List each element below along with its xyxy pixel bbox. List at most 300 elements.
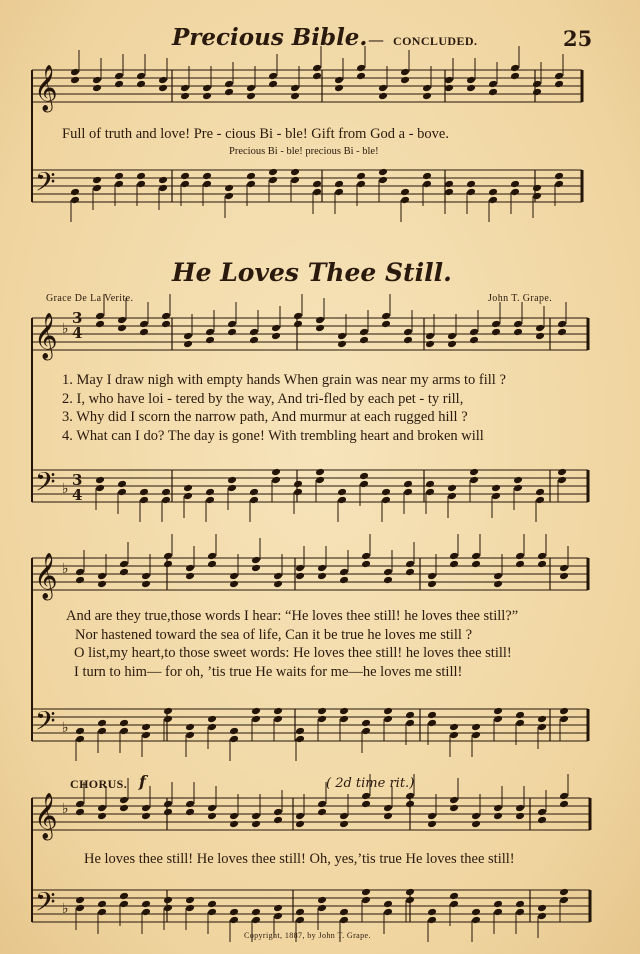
note-head [229,727,239,736]
note-head [180,180,190,189]
note-head [471,916,481,925]
note-head [271,324,281,333]
note-head [229,735,239,744]
song-title-he-loves-thee-still: He Loves Thee Still. [172,258,452,287]
note-head [315,468,325,477]
note-head [290,168,300,177]
note-head [559,792,569,801]
note-head [229,820,239,829]
note-head [180,172,190,181]
note-head [447,332,457,341]
note-head [227,484,237,493]
note-head [513,484,523,493]
note-head [75,800,85,809]
note-head [493,715,503,724]
note-head [317,715,327,724]
note-head [383,568,393,577]
note-head [163,808,173,817]
note-head [515,804,525,813]
note-head [537,816,547,825]
note-head [158,184,168,193]
note-head [535,332,545,341]
note-head [185,723,195,732]
time-signature-bass [72,473,82,503]
note-head [449,900,459,909]
note-head [427,711,437,720]
note-head [139,328,149,337]
note-head [312,72,322,81]
note-head [449,796,459,805]
note-head [488,88,498,97]
note-head [405,719,415,728]
note-head [339,707,349,716]
note-head [202,172,212,181]
note-head [447,484,457,493]
note-head [469,328,479,337]
note-head [383,908,393,917]
note-head [361,727,371,736]
note-head [229,908,239,917]
note-head [359,472,369,481]
note-head [97,900,107,909]
bass-clef-icon: 𝄢 [35,886,56,924]
note-head [537,715,547,724]
note-head [469,336,479,345]
note-head [141,731,151,740]
note-head [449,552,459,561]
note-head [532,80,542,89]
note-head [356,72,366,81]
note-head [183,484,193,493]
note-head [537,912,547,921]
note-head [554,72,564,81]
note-head [163,896,173,905]
note-head [246,180,256,189]
note-head [449,723,459,732]
note-head [75,896,85,905]
note-head [488,196,498,205]
note-head [535,488,545,497]
flat-sign: ♭ [62,321,69,337]
note-head [246,84,256,93]
note-head [422,180,432,189]
note-head [425,340,435,349]
forte-marking: f [139,772,146,791]
note-head [185,572,195,581]
note-head [293,488,303,497]
copyright-notice: Copyright, 1887, by John T. Grape. [244,931,371,940]
note-head [493,804,503,813]
note-head [273,715,283,724]
note-head [359,336,369,345]
note-head [273,707,283,716]
note-head [114,180,124,189]
note-head [271,468,281,477]
note-head [163,800,173,809]
note-head [185,896,195,905]
note-head [249,336,259,345]
note-head [337,332,347,341]
note-head [447,340,457,349]
note-head [403,328,413,337]
note-head [183,492,193,501]
bass-clef-icon: 𝄢 [35,705,56,743]
note-head [337,496,347,505]
note-head [229,580,239,589]
note-head [251,908,261,917]
note-head [295,727,305,736]
note-head [427,572,437,581]
note-head [405,792,415,801]
note-head [422,92,432,101]
note-head [185,808,195,817]
note-head [205,328,215,337]
treble-clef-icon: 𝄞 [34,65,58,111]
note-head [339,916,349,925]
note-head [359,480,369,489]
note-head [117,480,127,489]
note-head [207,812,217,821]
note-head [515,812,525,821]
note-head [227,320,237,329]
note-head [295,916,305,925]
note-head [317,800,327,809]
note-head [161,312,171,321]
note-head [141,900,151,909]
note-head [227,476,237,485]
title-dash: — [368,30,384,49]
note-head [163,904,173,913]
note-head [268,176,278,185]
lyric-line: Full of truth and love! Pre - cious Bi - ble! Gift from God a - bove. [62,126,449,142]
note-head [273,904,283,913]
note-head [466,84,476,93]
note-head [251,564,261,573]
note-head [535,496,545,505]
time-sig-top: 3 [72,471,83,489]
note-head [513,476,523,485]
note-head [271,332,281,341]
page-number: 25 [563,26,593,51]
chorus-lyric: He loves thee still! He loves thee still! Oh, yes,’tis true He loves thee still! [84,851,515,867]
note-head [312,64,322,73]
note-head [224,88,234,97]
note-head [246,92,256,101]
note-head [290,84,300,93]
note-head [114,80,124,89]
note-head [251,916,261,925]
note-head [185,800,195,809]
note-head [515,908,525,917]
note-head [136,172,146,181]
note-head [493,572,503,581]
note-head [207,723,217,732]
song-title-precious-bible: Precious Bible. [172,24,368,51]
note-head [361,792,371,801]
note-head [295,812,305,821]
note-head [510,180,520,189]
note-head [339,820,349,829]
note-head [378,168,388,177]
note-head [427,812,437,821]
treble-clef-icon: 𝄞 [34,313,58,359]
note-head [447,492,457,501]
note-head [400,188,410,197]
note-head [554,80,564,89]
note-head [383,576,393,585]
note-head [70,196,80,205]
note-head [114,172,124,181]
note-head [469,476,479,485]
note-head [183,340,193,349]
note-head [427,719,437,728]
note-head [559,715,569,724]
note-head [317,572,327,581]
note-head [70,76,80,85]
note-head [180,84,190,93]
note-head [92,176,102,185]
note-head [334,180,344,189]
note-head [383,812,393,821]
note-head [361,560,371,569]
verse-line-1: And are they true,those words I hear: “He loves thee still! he loves thee still?” [66,608,519,624]
note-head [559,800,569,809]
flat-sign: ♭ [62,720,69,736]
note-head [273,580,283,589]
note-head [119,900,129,909]
note-head [557,468,567,477]
note-head [471,908,481,917]
note-head [273,912,283,921]
ritardando-marking: ( 2d time rit.) [326,776,415,791]
note-head [249,488,259,497]
note-head [207,715,217,724]
note-head [295,908,305,917]
note-head [246,172,256,181]
note-head [185,564,195,573]
note-head [207,804,217,813]
note-head [315,316,325,325]
note-head [537,723,547,732]
note-head [491,328,501,337]
note-head [339,908,349,917]
note-head [405,896,415,905]
note-head [295,572,305,581]
note-head [405,711,415,720]
note-head [491,492,501,501]
note-head [405,568,415,577]
note-head [119,727,129,736]
note-head [136,72,146,81]
note-head [515,552,525,561]
note-head [405,560,415,569]
note-head [471,820,481,829]
note-head [249,328,259,337]
note-head [251,812,261,821]
note-head [400,68,410,77]
treble-clef-icon: 𝄞 [34,793,58,839]
note-head [229,812,239,821]
note-head [537,552,547,561]
note-head [141,908,151,917]
note-head [70,68,80,77]
note-head [202,180,212,189]
note-head [359,328,369,337]
flat-sign: ♭ [62,901,69,917]
note-head [75,727,85,736]
note-head [449,560,459,569]
note-head [381,320,391,329]
note-head [163,707,173,716]
note-head [119,719,129,728]
note-head [315,476,325,485]
note-head [510,72,520,81]
note-head [427,580,437,589]
note-head [119,892,129,901]
note-head [295,735,305,744]
note-head [119,804,129,813]
note-head [339,812,349,821]
note-head [488,188,498,197]
note-head [537,560,547,569]
note-head [532,192,542,201]
note-head [559,896,569,905]
note-head [136,80,146,89]
note-head [97,580,107,589]
note-head [119,560,129,569]
note-head [97,908,107,917]
note-head [532,88,542,97]
concluded-label: CONCLUDED. [393,34,478,48]
note-head [75,568,85,577]
note-head [202,92,212,101]
note-head [513,320,523,329]
note-head [356,180,366,189]
note-head [295,564,305,573]
note-head [185,904,195,913]
note-head [139,488,149,497]
note-head [295,820,305,829]
note-head [251,556,261,565]
note-head [207,560,217,569]
note-head [312,180,322,189]
note-head [400,76,410,85]
note-head [290,176,300,185]
note-head [97,804,107,813]
note-head [537,808,547,817]
note-head [183,332,193,341]
bass-clef-icon: 𝄢 [35,466,56,504]
note-head [493,580,503,589]
note-head [249,496,259,505]
note-head [559,572,569,581]
note-head [403,488,413,497]
note-head [251,820,261,829]
note-head [227,328,237,337]
lyricist-credit: Grace De La Verite. [46,293,134,304]
verse-line-3: O list,my heart,to those sweet words: He loves thee still! he loves thee still! [74,645,512,661]
note-head [471,552,481,561]
note-head [70,188,80,197]
note-head [141,804,151,813]
note-head [466,76,476,85]
note-head [205,336,215,345]
note-head [422,172,432,181]
note-head [403,336,413,345]
note-head [224,192,234,201]
note-head [158,84,168,93]
note-head [97,719,107,728]
note-head [139,320,149,329]
note-head [268,80,278,89]
note-head [117,488,127,497]
note-head [339,715,349,724]
verse-line-3: 3. Why did I scorn the narrow path, And murmur at each rugged hill ? [62,409,468,425]
note-head [356,64,366,73]
note-head [466,180,476,189]
note-head [427,820,437,829]
note-head [163,560,173,569]
verse-line-4: 4. What can I do? The day is gone! With trembling heart and broken will [62,428,484,444]
note-head [158,76,168,85]
note-head [224,80,234,89]
note-head [405,888,415,897]
note-head [273,572,283,581]
note-head [75,808,85,817]
verse-line-1: 1. May I draw nigh with empty hands When grain was near my arms to fill ? [62,372,506,388]
verse-line-2: Nor hastened toward the sea of life, Can it be true he loves me still ? [75,627,473,643]
chorus-label: CHORUS. [70,777,128,791]
note-head [488,80,498,89]
note-head [537,904,547,913]
note-head [97,727,107,736]
note-head [425,480,435,489]
note-head [334,188,344,197]
note-head [268,168,278,177]
note-head [205,496,215,505]
note-head [317,564,327,573]
note-head [119,568,129,577]
note-head [97,572,107,581]
note-head [141,723,151,732]
verse-line-2: 2. I, who have loi - tered by the way, And tri-fled by each pet - ty rill, [62,391,464,407]
note-head [427,908,437,917]
note-head [92,184,102,193]
composer-credit: John T. Grape. [488,293,553,304]
note-head [95,476,105,485]
note-head [493,900,503,909]
note-head [381,488,391,497]
note-head [515,900,525,909]
note-head [449,892,459,901]
note-head [493,812,503,821]
note-head [427,916,437,925]
note-head [95,312,105,321]
note-head [510,64,520,73]
note-head [161,488,171,497]
note-head [383,900,393,909]
note-head [117,324,127,333]
note-head [515,719,525,728]
note-head [557,328,567,337]
bass-clef-icon: 𝄢 [35,166,56,204]
note-head [554,180,564,189]
note-head [293,312,303,321]
note-head [383,715,393,724]
note-head [207,552,217,561]
flat-sign: ♭ [62,561,69,577]
note-head [117,316,127,325]
